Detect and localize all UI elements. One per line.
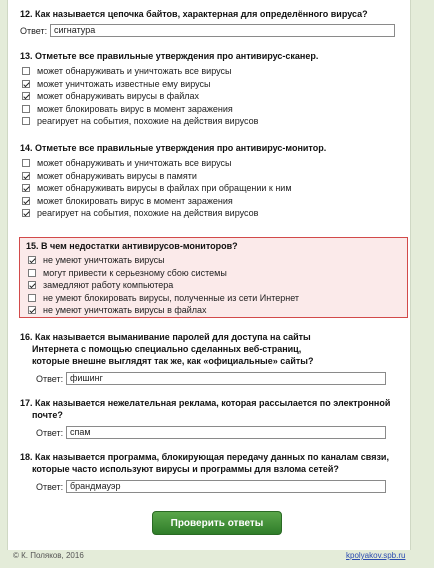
q13-option-4[interactable] — [22, 103, 405, 116]
q15-option-2[interactable] — [28, 267, 403, 280]
checkbox[interactable] — [22, 67, 30, 75]
checkbox[interactable] — [28, 294, 36, 302]
option-label: реагирует на события, похожие на действия вирусов — [37, 208, 259, 219]
q13-option-2[interactable] — [22, 78, 405, 91]
checkbox[interactable] — [22, 92, 30, 100]
checkbox[interactable] — [22, 105, 30, 113]
checkbox[interactable] — [28, 269, 36, 277]
q18-answer-input[interactable] — [66, 480, 386, 493]
option-label: может обнаруживать вирусы в файлах — [37, 91, 199, 102]
q15-option-4[interactable] — [28, 292, 403, 305]
q14-option-5[interactable] — [22, 207, 405, 220]
question-15-title: 15. В чем недостатки антивирусов-мониторов? — [26, 241, 238, 251]
option-label: может обнаруживать и уничтожать все вирусы — [37, 158, 232, 169]
option-label: не умеют уничтожать вирусы в файлах — [43, 305, 207, 316]
q16-answer-input[interactable] — [66, 372, 386, 385]
question-17 — [20, 397, 405, 439]
checkbox[interactable] — [28, 306, 36, 314]
question-14-options — [20, 157, 405, 220]
q14-option-3[interactable] — [22, 182, 405, 195]
question-14 — [20, 142, 405, 220]
option-label: может уничтожать известные ему вирусы — [37, 78, 211, 89]
option-label: может обнаруживать и уничтожать все вирусы — [37, 66, 232, 77]
checkbox[interactable] — [22, 80, 30, 88]
option-label: могут привести к серьезному сбою системы — [43, 267, 227, 278]
answer-label: Ответ: — [36, 373, 64, 384]
question-13-title: 13. Отметьте все правильные утверждения про антивирус-сканер. — [20, 51, 319, 61]
answer-label: Ответ: — [36, 427, 64, 438]
checkbox[interactable] — [22, 184, 30, 192]
checkbox[interactable] — [22, 117, 30, 125]
check-answers-button[interactable]: Проверить ответы — [152, 511, 282, 535]
checkbox[interactable] — [22, 209, 30, 217]
question-16-title-line-2: Интернета с помощью специально сделанных веб-страниц, — [32, 344, 302, 354]
question-16-title-line-1: 16. Как называется выманивание паролей для доступа на сайты — [20, 332, 311, 342]
question-12-title: 12. Как называется цепочка байтов, характерная для определённого вируса? — [20, 9, 368, 19]
checkbox[interactable] — [28, 256, 36, 264]
question-12 — [20, 8, 405, 37]
option-label: может обнаруживать вирусы в памяти — [37, 170, 197, 181]
q15-option-3[interactable] — [28, 279, 403, 292]
question-13 — [20, 50, 405, 128]
question-18 — [20, 451, 405, 493]
q15-option-5[interactable] — [28, 304, 403, 317]
question-17-title-line-1: 17. Как называется нежелательная реклама, которая рассылается по электронной — [20, 398, 391, 408]
q12-answer-input[interactable] — [50, 24, 395, 37]
option-label: может обнаруживать вирусы в файлах при обращении к ним — [37, 183, 292, 194]
q14-option-4[interactable] — [22, 195, 405, 208]
option-label: реагирует на события, похожие на действия вирусов — [37, 116, 259, 127]
checkbox[interactable] — [22, 197, 30, 205]
footer-link[interactable]: kpolyakov.spb.ru — [346, 551, 406, 560]
q14-option-2[interactable] — [22, 170, 405, 183]
question-15 — [19, 237, 408, 318]
option-label: не умеют блокировать вирусы, полученные из сети Интернет — [43, 292, 300, 303]
question-14-title: 14. Отметьте все правильные утверждения про антивирус-монитор. — [20, 143, 327, 153]
q14-option-1[interactable] — [22, 157, 405, 170]
question-15-options — [26, 254, 403, 317]
option-label: может блокировать вирус в момент заражения — [37, 103, 233, 114]
footer-copyright: © К. Поляков, 2016 — [13, 551, 84, 560]
q13-option-1[interactable] — [22, 65, 405, 78]
quiz-page — [7, 0, 411, 550]
q15-option-1[interactable] — [28, 254, 403, 267]
option-label: может блокировать вирус в момент заражения — [37, 195, 233, 206]
option-label: не умеют уничтожать вирусы — [43, 255, 165, 266]
checkbox[interactable] — [22, 159, 30, 167]
option-label: замедляют работу компьютера — [43, 280, 174, 291]
checkbox[interactable] — [22, 172, 30, 180]
question-16 — [20, 331, 405, 385]
answer-label: Ответ: — [20, 25, 48, 36]
question-16-title-line-3: которые внешне выглядят так же, как «официальные» сайты? — [32, 356, 314, 366]
question-18-title-line-2: которые часто используют вирусы и программы для взлома сетей? — [32, 464, 339, 474]
checkbox[interactable] — [28, 281, 36, 289]
question-18-title-line-1: 18. Как называется программа, блокирующая передачу данных по каналам связи, — [20, 452, 389, 462]
question-13-options — [20, 65, 405, 128]
question-17-title-line-2: почте? — [32, 410, 63, 420]
q17-answer-input[interactable] — [66, 426, 386, 439]
answer-label: Ответ: — [36, 481, 64, 492]
q13-option-3[interactable] — [22, 90, 405, 103]
q13-option-5[interactable] — [22, 115, 405, 128]
